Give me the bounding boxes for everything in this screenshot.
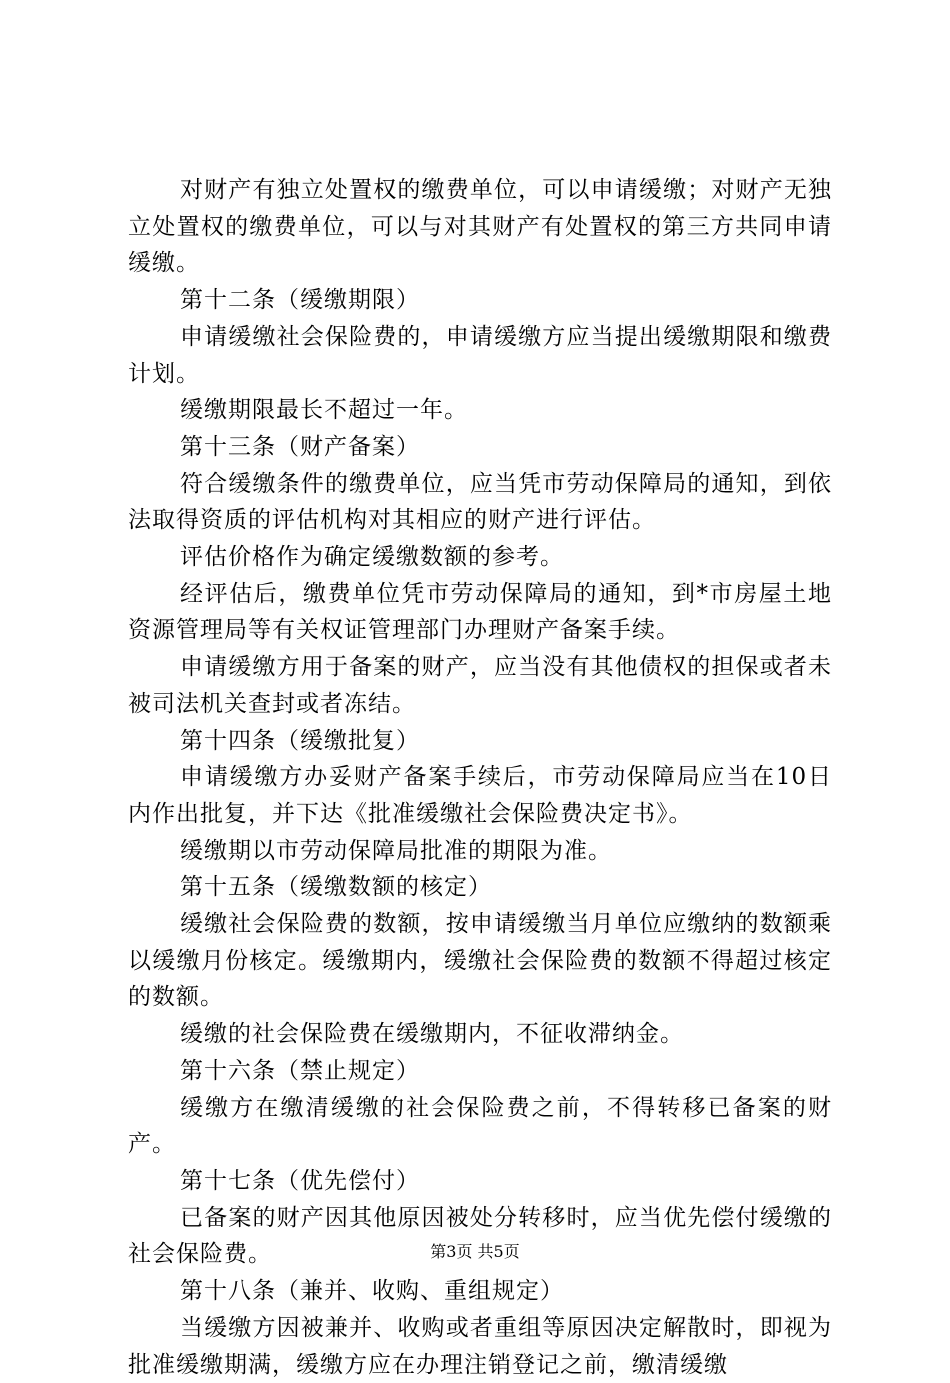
paragraph: 符合缓缴条件的缴费单位，应当凭市劳动保障局的通知，到依法取得资质的评估机构对其相应的财产进行评估。 [128,470,832,534]
paragraph: 已备案的财产因其他原因被处分转移时，应当优先偿付缓缴的社会保险费。 [128,1204,832,1268]
document-body [128,172,832,1383]
paragraph: 缓缴的社会保险费在缓缴期内，不征收滞纳金。 [180,1021,684,1048]
paragraph: 申请缓缴方用于备案的财产，应当没有其他债权的担保或者未被司法机关查封或者冻结。 [128,654,832,717]
article-heading: 第十五条（缓缴数额的核定） [180,874,492,901]
article-heading: 第十八条（兼并、收购、重组规定） [180,1278,564,1305]
paragraph: 缓缴方在缴清缓缴的社会保险费之前，不得转移已备案的财产。 [128,1094,832,1158]
article-heading: 第十三条（财产备案） [180,433,420,460]
article-heading: 第十四条（缓缴批复） [180,727,420,754]
page-number-label: 第3页 共5页 [430,1242,520,1261]
article-heading: 第十六条（禁止规定） [180,1057,420,1084]
paragraph: 缓缴社会保险费的数额，按申请缓缴当月单位应缴纳的数额乘以缓缴月份核定。缓缴期内，缓缴社会保险费的数额不得超过核定的数额。 [128,911,832,1011]
paragraph: 经评估后，缴费单位凭市劳动保障局的通知，到*市房屋土地资源管理局等有关权证管理部门办理财产备案手续。 [128,580,832,644]
paragraph: 申请缓缴方办妥财产备案手续后，市劳动保障局应当在10日内作出批复，并下达《批准缓缴社会保险费决定书》。 [128,764,832,827]
paragraph: 对财产有独立处置权的缴费单位，可以申请缓缴；对财产无独立处置权的缴费单位，可以与对其财产有处置权的第三方共同申请缓缴。 [128,177,832,277]
paragraph: 缓缴期限最长不超过一年。 [180,397,468,424]
paragraph: 缓缴期以市劳动保障局批准的期限为准。 [180,837,612,864]
article-heading: 第十七条（优先偿付） [180,1167,420,1194]
article-heading: 第十二条（缓缴期限） [180,287,420,314]
paragraph: 当缓缴方因被兼并、收购或者重组等原因决定解散时，即视为批准缓缴期满，缓缴方应在办理注销登记之前，缴清缓缴 [128,1314,832,1378]
paragraph: 评估价格作为确定缓缴数额的参考。 [180,544,564,571]
page-footer [0,1240,950,1264]
paragraph: 申请缓缴社会保险费的，申请缓缴方应当提出缓缴期限和缴费计划。 [128,323,832,387]
